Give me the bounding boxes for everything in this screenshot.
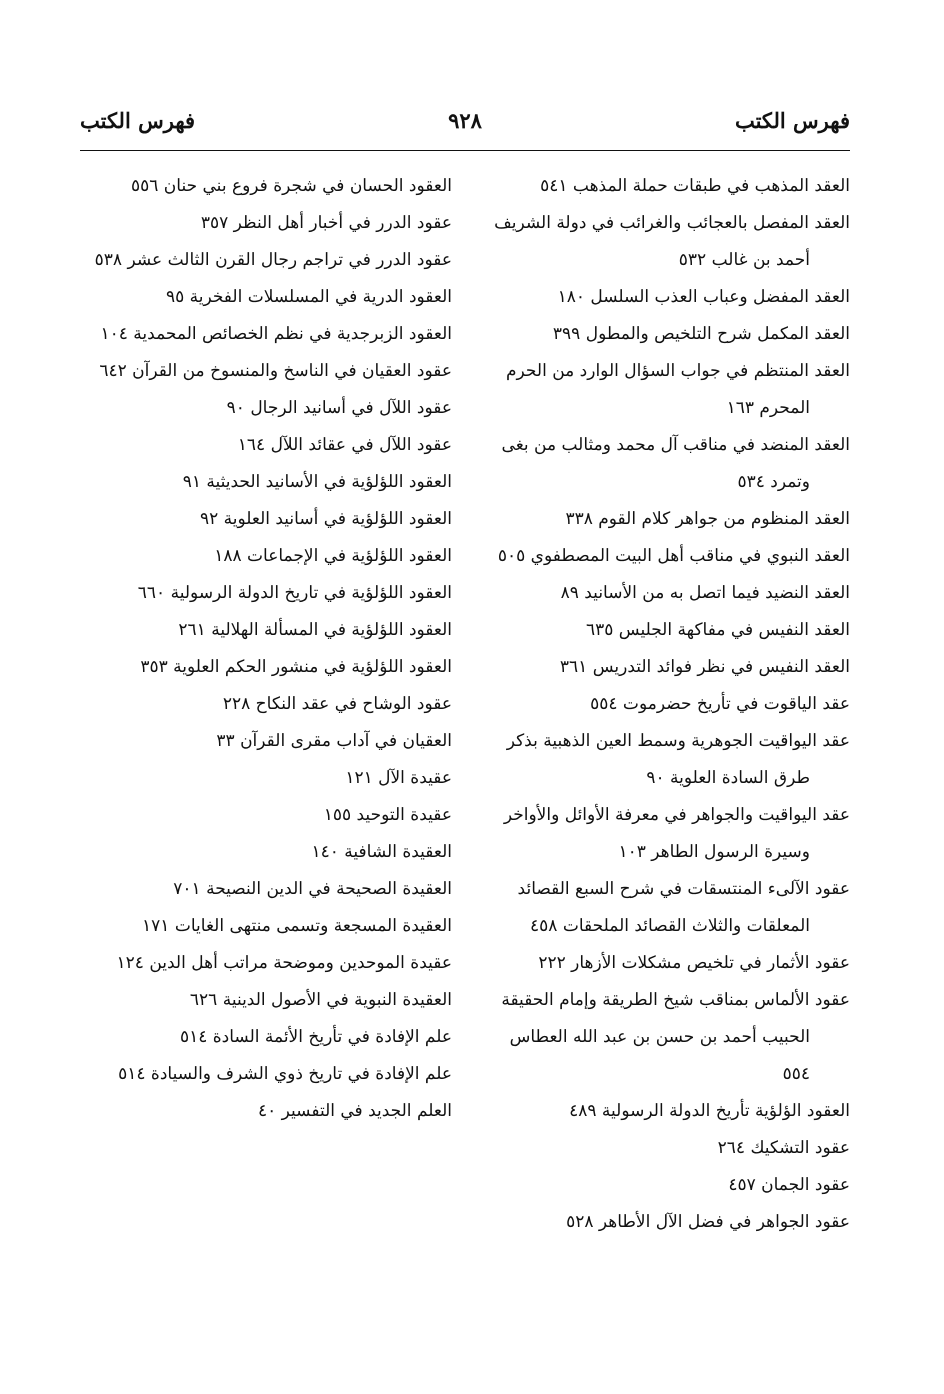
index-entry: عقود التشكيك ٢٦٤: [717, 1138, 850, 1158]
index-entry: العقود اللؤلؤية في منشور الحكم العلوية ٣٥٣: [140, 657, 452, 677]
index-entry: العقود الزبرجدية في نظم الخصائص المحمدية ١٠٤: [100, 324, 452, 344]
index-entry: عقود اللآل في أسانيد الرجال ٩٠: [226, 398, 452, 418]
index-entry: علم الإفادة في تاريخ ذوي الشرف والسيادة ٥١٤: [118, 1064, 452, 1084]
index-entry: العقد المكمل شرح التلخيص والمطول ٣٩٩: [552, 324, 850, 344]
index-entry: العقد المنضد في مناقب آل محمد ومثالب من بغى وتمرد ٥٣٤: [501, 435, 850, 492]
index-entry: العقد النفيس في مفاكهة الجليس ٦٣٥: [585, 620, 850, 640]
index-column-right: [478, 168, 850, 1241]
index-entry: العقود اللؤلؤية في تاريخ الدولة الرسولية ٦٦٠: [137, 583, 452, 603]
index-entry: عقد اليواقيت والجواهر في معرفة الأوائل والأواخر وسيرة الرسول الطاهر ١٠٣: [503, 805, 850, 862]
index-entry: العقود الحسان في شجرة فروع بني حنان ٥٥٦: [131, 176, 452, 196]
index-entry: العقد المذهب في طبقات حملة المذهب ٥٤١: [540, 176, 850, 196]
header-rule: [80, 150, 850, 151]
index-entry: العقود اللؤلؤية في الأسانيد الحديثية ٩١: [182, 472, 452, 492]
running-title-right: فهرس الكتب: [734, 108, 850, 133]
index-entry: العقود الؤلؤية تأريخ الدولة الرسولية ٤٨٩: [569, 1101, 850, 1121]
index-entry: عقود اللآل في عقائد اللآل ١٦٤: [237, 435, 452, 455]
index-entry: عقيدة التوحيد ١٥٥: [323, 805, 452, 825]
index-entry: عقود الجواهر في فضل الآل الأطاهر ٥٢٨: [566, 1212, 850, 1232]
index-entry: العقيدة الصحيحة في الدين النصيحة ٧٠١: [173, 879, 452, 899]
index-entry: علم الإفادة في تأريخ الأئمة السادة ٥١٤: [179, 1027, 452, 1047]
index-entry: عقود الدرر في أخبار أهل النظر ٣٥٧: [200, 213, 452, 233]
index-entry: العقد المنظوم من جواهر كلام القوم ٣٣٨: [565, 509, 850, 529]
index-entry: عقود الجمان ٤٥٧: [728, 1175, 850, 1195]
index-entry: العقد المنتظم في جواب السؤال الوارد من الحرم المحرم ١٦٣: [506, 361, 850, 418]
index-entry: العقد النبوي في مناقب أهل البيت المصطفوي ٥٠٥: [497, 546, 850, 566]
index-entry: عقيدة الموحدين وموضحة مراتب أهل الدين ١٢٤: [116, 953, 452, 973]
index-entry: العقيدة الشافية ١٤٠: [311, 842, 452, 862]
index-entry: عقود الآلىء المنتسقات في شرح السبع القصائد المعلقات والثلاث القصائد الملحقات ٤٥٨: [517, 879, 850, 936]
index-entry: العقد المفصل بالعجائب والغرائب في دولة الشريف أحمد بن غالب ٥٣٢: [494, 213, 850, 270]
index-entry: عقود الأثمار في تلخيص مشكلات الأزهار ٢٢٢: [538, 953, 850, 973]
index-entry: عقيدة الآل ١٢١: [345, 768, 452, 788]
index-entry: العقيدة النبوية في الأصول الدينية ٦٢٦: [189, 990, 452, 1010]
index-entry: العقد المفضل وعباب العذب السلسل ١٨٠: [557, 287, 850, 307]
index-entry: عقود العقيان في الناسخ والمنسوخ من القرآن ٦٤٢: [99, 361, 452, 381]
index-entry: العقود اللؤلؤية في المسألة الهلالية ٢٦١: [178, 620, 452, 640]
index-entry: العقود الدرية في المسلسلات الفخرية ٩٥: [165, 287, 452, 307]
index-entry: العقد النفيس في نظر فوائد التدريس ٣٦١: [559, 657, 850, 677]
index-entry: العقد النضيد فيما اتصل به من الأسانيد ٨٩: [560, 583, 850, 603]
index-entry: عقود الدرر في تراجم رجال القرن الثالث عشر ٥٣٨: [94, 250, 452, 270]
index-entry: عقود الألماس بمناقب شيخ الطريقة وإمام الحقيقة الحبيب أحمد بن حسن بن عبد الله العطاس ٥٥٤: [501, 990, 850, 1084]
page-number: ٩٢٨: [448, 108, 482, 133]
index-entry: عقود الوشاح في عقد النكاح ٢٢٨: [222, 694, 452, 714]
index-entry: عقد اليواقيت الجوهرية وسمط العين الذهبية بذكر طرق السادة العلوية ٩٠: [506, 731, 850, 788]
index-entry: العقود اللؤلؤية في أسانيد العلوية ٩٢: [199, 509, 452, 529]
index-entry: العقيان في آداب مقرى القرآن ٣٣: [216, 731, 452, 751]
index-entry: العلم الجديد في التفسير ٤٠: [258, 1101, 452, 1121]
index-entry: العقود اللؤلؤية في الإجماعات ١٨٨: [214, 546, 452, 566]
index-column-left: [80, 168, 452, 1130]
page-header: [80, 108, 850, 140]
running-title-left: فهرس الكتب: [80, 108, 196, 133]
index-entry: عقد الياقوت في تأريخ حضرموت ٥٥٤: [590, 694, 850, 714]
index-entry: العقيدة المسجعة وتسمى منتهى الغايات ١٧١: [142, 916, 452, 936]
